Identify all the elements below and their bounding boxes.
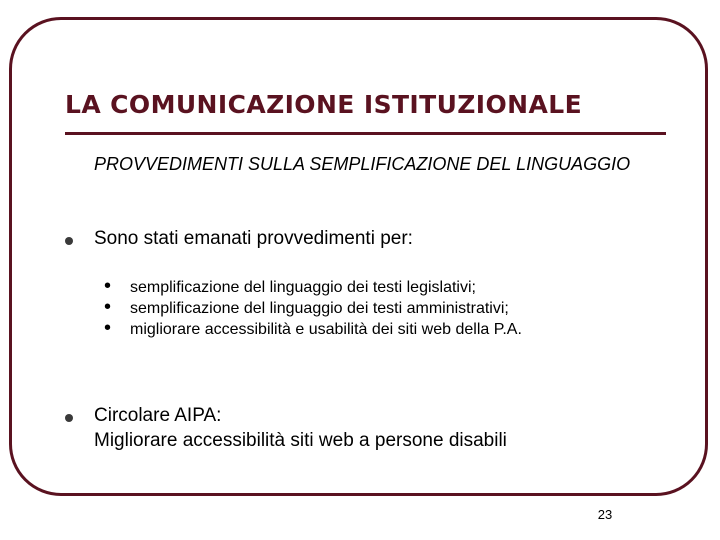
page-number: 23 xyxy=(597,507,613,522)
bullet-dot-icon: • xyxy=(104,317,112,339)
bullet-dot-icon: • xyxy=(104,296,112,318)
list-item-text: semplificazione del linguaggio dei testi amministrativi; xyxy=(130,300,509,317)
bullet-dot-icon xyxy=(65,414,73,422)
list-item-text: semplificazione del linguaggio dei testi legislativi; xyxy=(130,279,476,296)
title-underline xyxy=(65,132,666,135)
bullet-dot-icon xyxy=(65,237,73,245)
bullet-dot-icon: • xyxy=(104,275,112,297)
bullet-2-text: Migliorare accessibilità siti web a persone disabili xyxy=(94,430,507,451)
bullet-1-text: Sono stati emanati provvedimenti per: xyxy=(94,228,413,249)
bullet-2-heading: Circolare AIPA: xyxy=(94,405,222,426)
slide-title: LA COMUNICAZIONE ISTITUZIONALE xyxy=(65,90,583,119)
list-item-text: migliorare accessibilità e usabilità dei siti web della P.A. xyxy=(130,321,522,338)
slide-subtitle: PROVVEDIMENTI SULLA SEMPLIFICAZIONE DEL LINGUAGGIO xyxy=(94,154,631,174)
